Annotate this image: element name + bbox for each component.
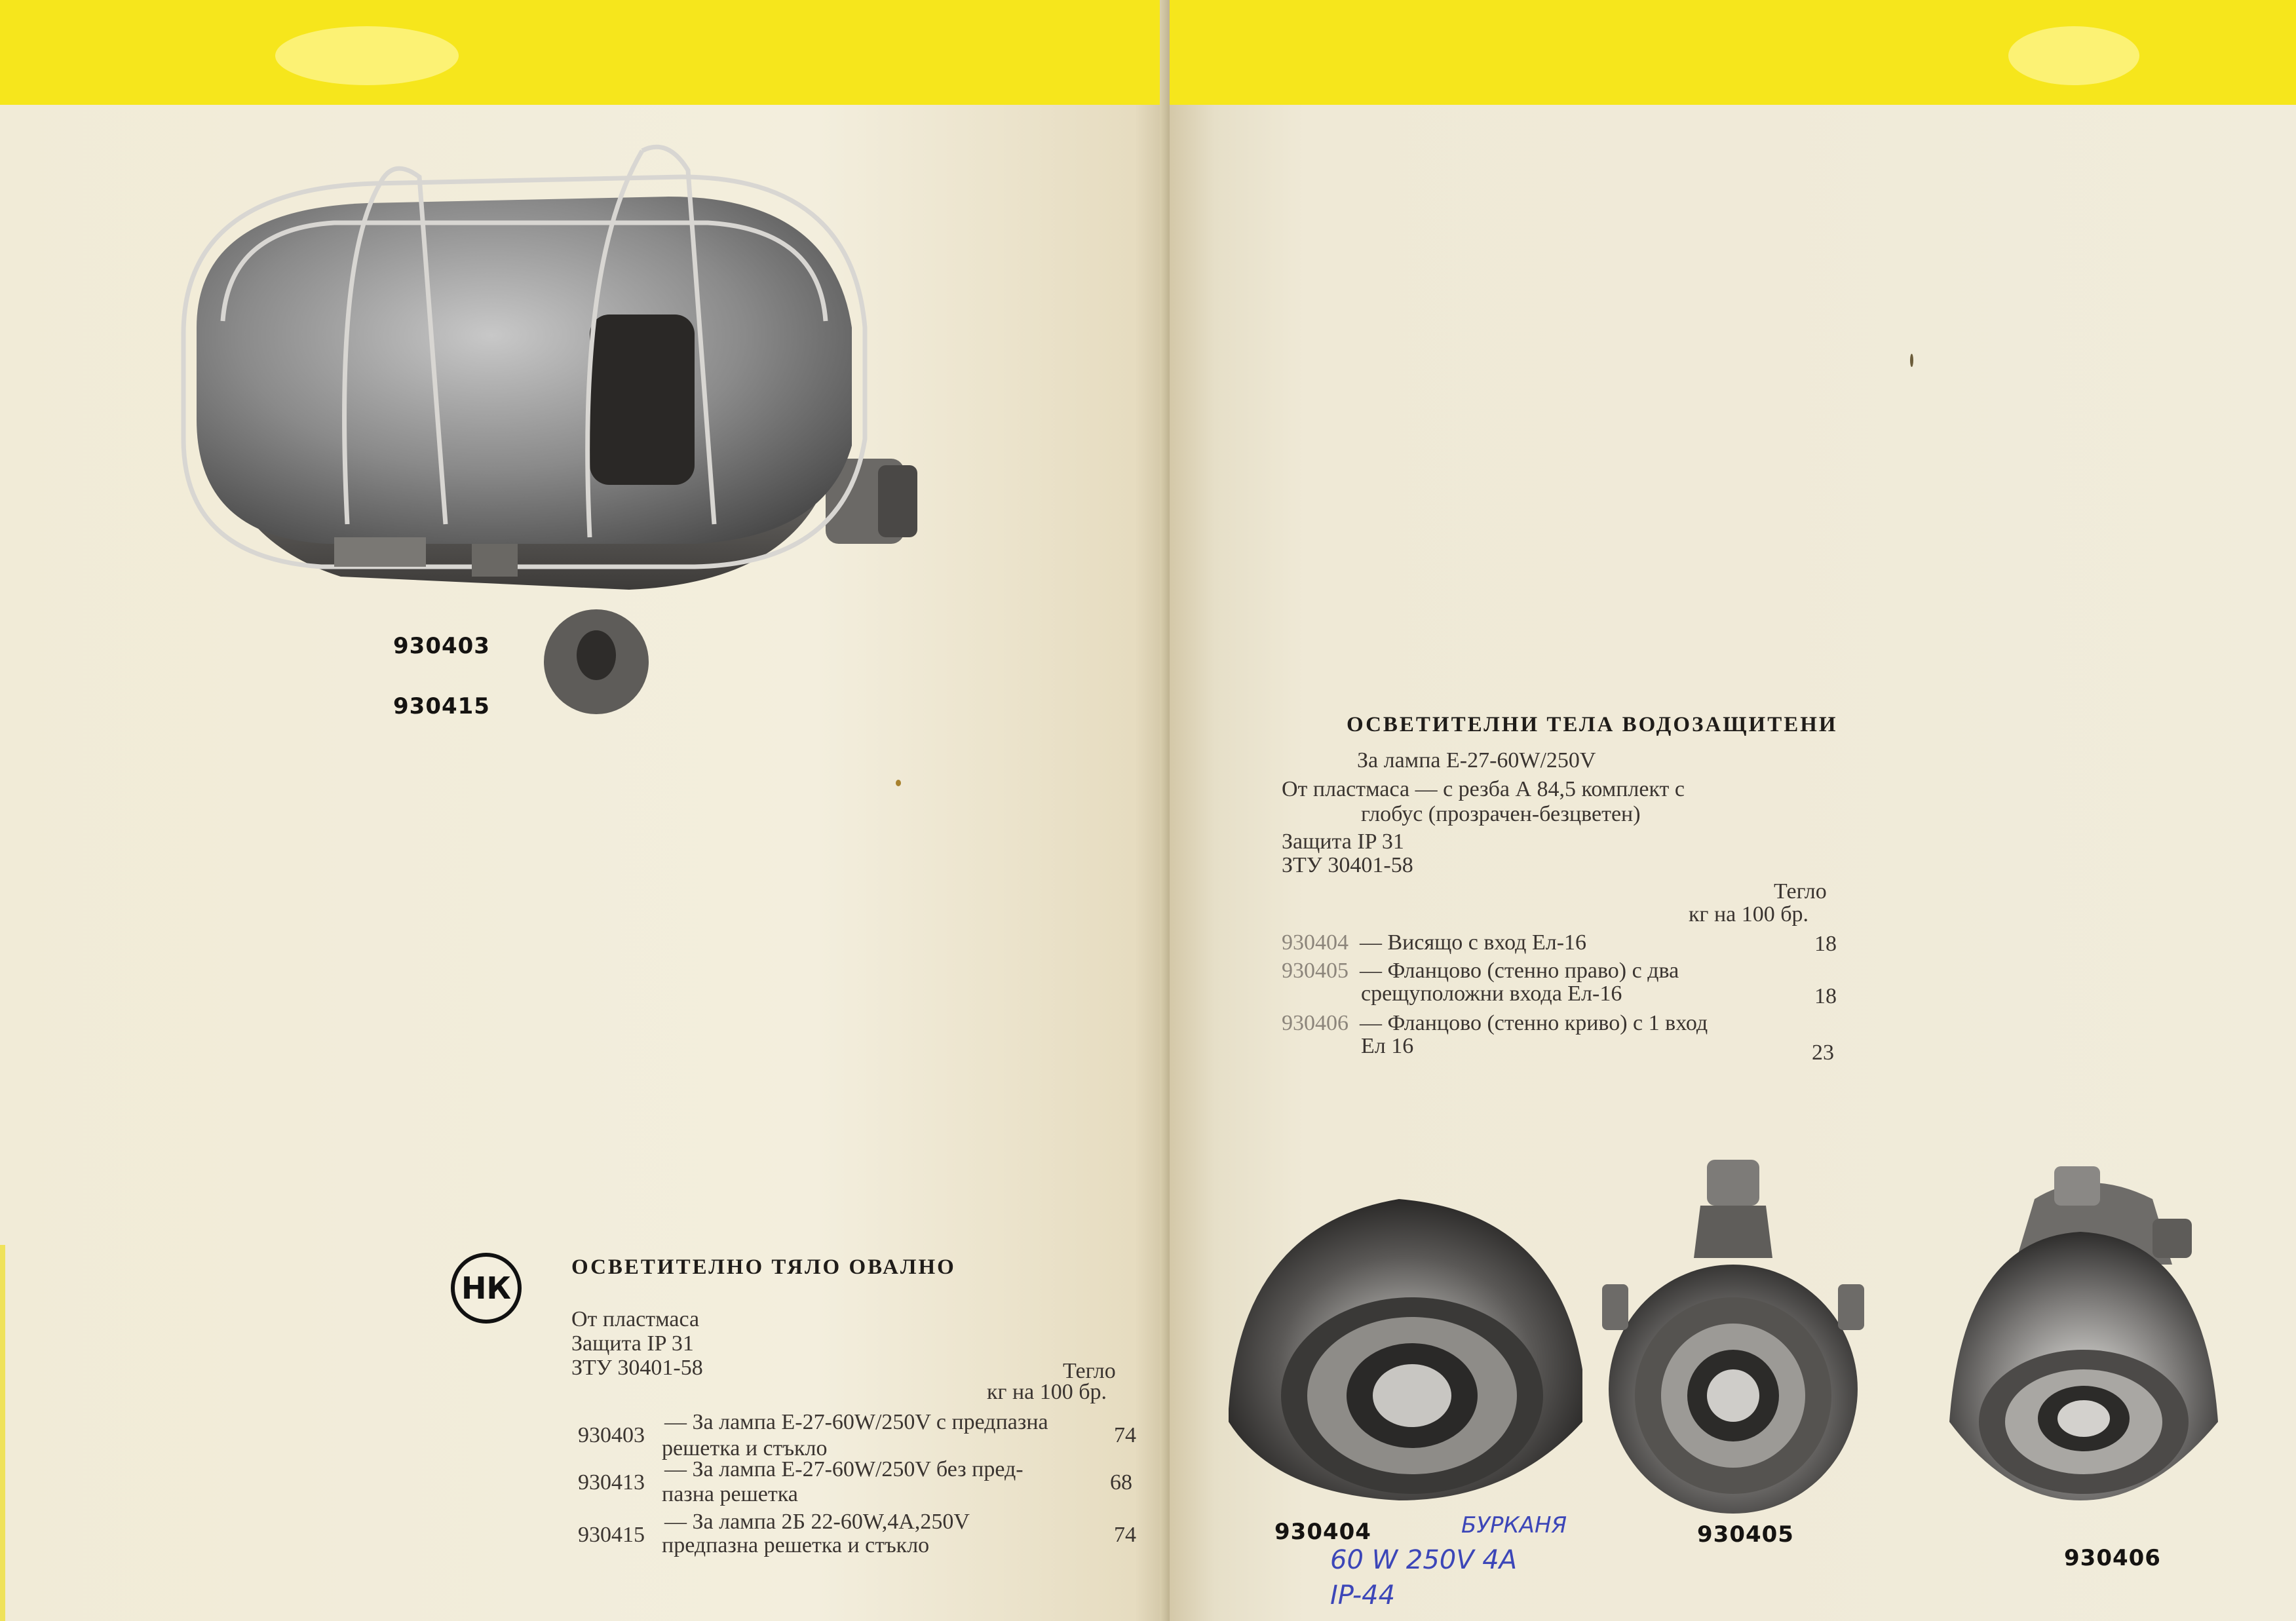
item-weight: 68 [1110,1470,1132,1495]
weight-header: Тегло [1063,1359,1116,1383]
desc-line: От пластмаса — с резба А 84,5 комплект с [1282,777,1685,801]
desc-line: ЗТУ 30401-58 [571,1356,703,1380]
photo-code-930405: 930405 [1697,1521,1794,1548]
desc-line: ЗТУ 30401-58 [1282,853,1413,877]
band-shadow [2008,26,2139,85]
desc-line: За лампа Е-27-60W/250V [1357,748,1596,772]
item-code: 930403 [578,1423,645,1447]
band-shadow [275,26,459,85]
desc-line: От пластмаса [571,1307,700,1331]
item-line: срещуположни входа Ел-16 [1361,982,1622,1006]
item-code: 930413 [578,1470,645,1495]
item-line: решетка и стъкло [662,1436,828,1460]
photo-code-930403: 930403 [393,633,490,659]
item-line: — Фланцово (стенно право) с два [1360,959,1679,983]
item-code: 930404 [1282,930,1349,955]
right-page [1170,0,2296,1621]
page-edge-strip [0,1245,5,1621]
weight-header-unit: кг на 100 бр. [987,1380,1107,1404]
item-weight: 18 [1814,932,1837,956]
desc-line: Защита IP 31 [571,1331,694,1356]
item-line: — За лампа 2Б 22-60W,4A,250V [664,1510,970,1534]
paper-speck [1910,354,1913,367]
item-line: предпазна решетка и стъкло [662,1533,930,1557]
section-heading: ОСВЕТИТЕЛНО ТЯЛО ОВАЛНО [571,1255,956,1279]
item-line: — За лампа Е-27-60W/250V без пред- [664,1457,1024,1481]
lamp-fitting-930406-photo [1936,1160,2231,1533]
handwritten-note: IP-44 [1330,1580,1396,1611]
item-code: 930415 [578,1523,645,1547]
item-weight: 18 [1814,984,1837,1008]
oval-caged-lamp-photo [170,131,983,721]
lamp-fitting-930404-photo [1215,1173,1589,1514]
handwritten-note: БУРКАНЯ [1461,1512,1567,1538]
item-line: — За лампа Е-27-60W/250V с предпазна [664,1410,1048,1434]
handwritten-note: 60 W 250V 4A [1330,1545,1518,1575]
manufacturer-logo: НК [451,1253,522,1324]
section-heading: ОСВЕТИТЕЛНИ ТЕЛА ВОДОЗАЩИТЕНИ [1347,713,1838,736]
top-yellow-band [1170,0,2296,105]
item-weight: 23 [1812,1040,1834,1065]
item-code: 930406 [1282,1011,1349,1035]
item-line: — Висящо с вход Ел-16 [1360,930,1587,955]
desc-line: Защита IP 31 [1282,830,1404,854]
desc-line: глобус (прозрачен-безцветен) [1361,802,1641,826]
weight-header-unit: кг на 100 бр. [1689,902,1809,926]
photo-code-930406: 930406 [2064,1545,2161,1571]
photo-code-930415: 930415 [393,693,490,719]
item-line: — Фланцово (стенно криво) с 1 вход [1360,1011,1708,1035]
item-code: 930405 [1282,959,1349,983]
item-weight: 74 [1114,1523,1136,1547]
paper-speck [896,780,901,786]
photo-code-930404: 930404 [1274,1519,1371,1545]
lamp-fitting-930405-photo [1602,1153,1864,1520]
item-weight: 74 [1114,1423,1136,1447]
weight-header: Тегло [1774,879,1827,904]
top-yellow-band [0,0,1170,105]
item-line: Ел 16 [1361,1034,1414,1058]
item-line: пазна решетка [662,1482,798,1506]
